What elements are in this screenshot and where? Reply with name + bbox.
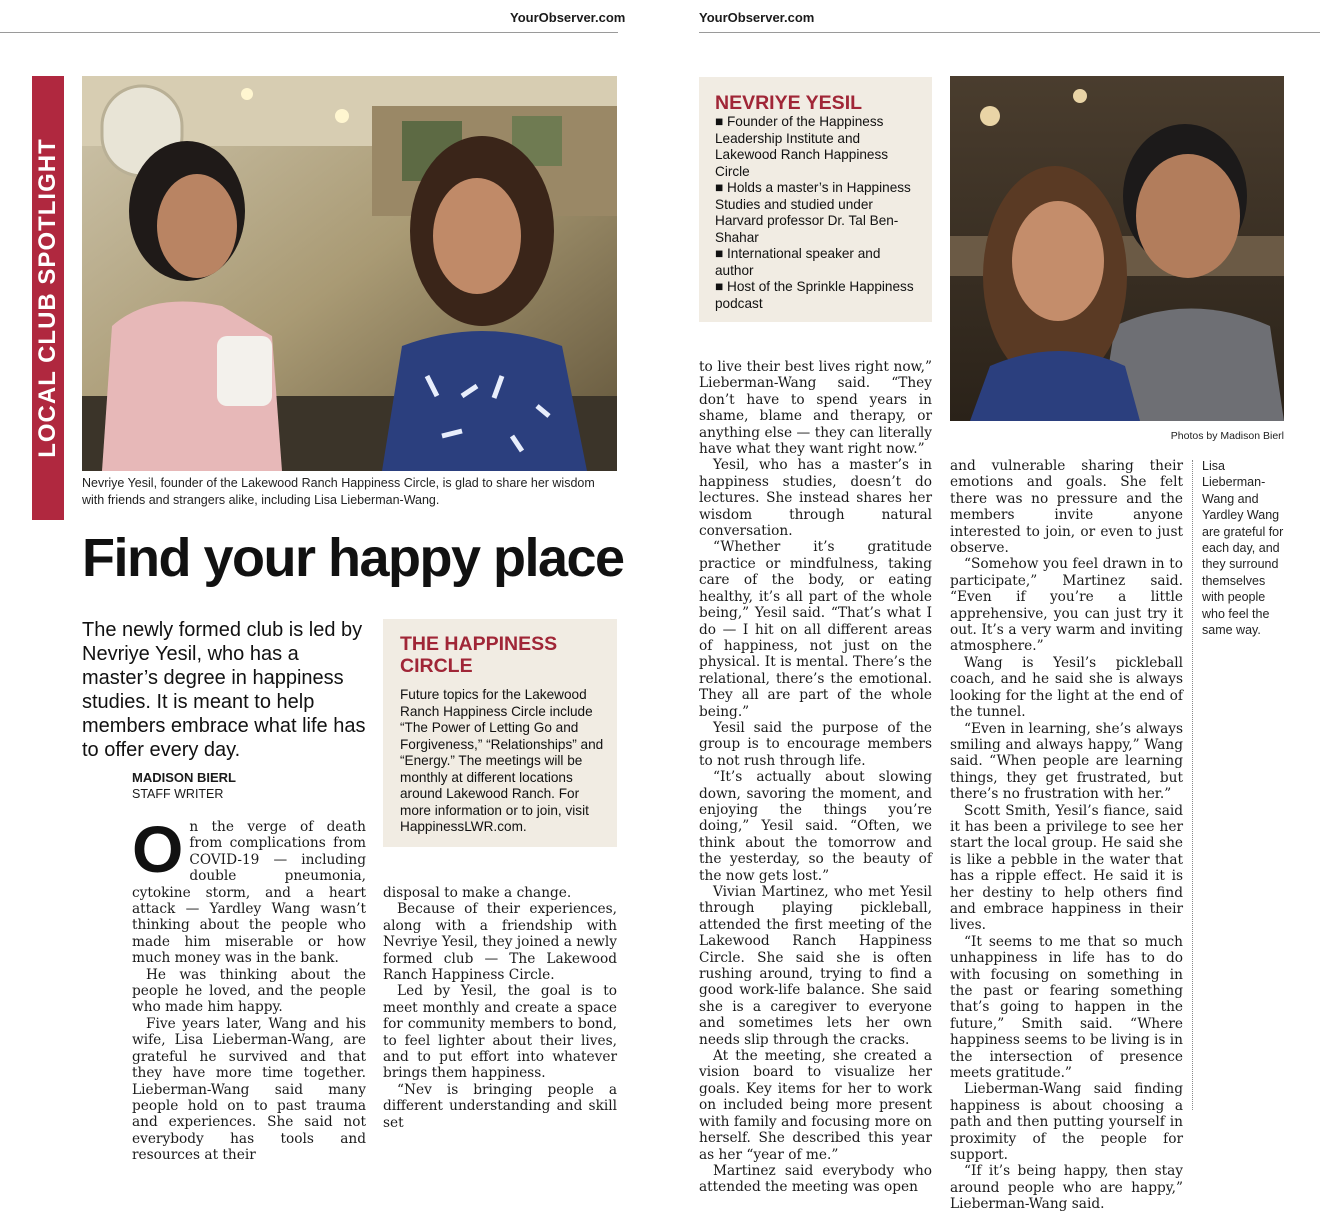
profile-bullet: ■ Host of the Sprinkle Happiness podcast	[715, 279, 914, 311]
header-rule-right	[699, 32, 1320, 33]
profile-bullet: ■ Holds a master’s in Happiness Studies and studied under Harvard professor Dr. Tal Ben-Shahar	[715, 180, 911, 245]
column4-paragraph: “Even in learning, she’s always smiling and always happy,” Wang said. “When people are learning things, they get frustrated, but there’s no frustration with her.”	[950, 720, 1183, 803]
photo1-caption: Nevriye Yesil, founder of the Lakewood Ranch Happiness Circle, is glad to share her wisdom with friends and strangers alike, including Lisa Lieberman-Wang.	[82, 476, 595, 507]
byline-role: STAFF WRITER	[132, 787, 224, 801]
column1-paragraph: Five years later, Wang and his wife, Lisa Lieberman-Wang, are grateful he survived and that they have more time together. Lieberman-Wang said many people hold on to past trauma and experiences. She said not everybody has tools and resources at their	[132, 1015, 366, 1164]
happiness-box-title: THE HAPPINESS CIRCLE	[400, 633, 558, 677]
column1-paragraph: He was thinking about the people he loved, and the people who made him happy.	[132, 966, 366, 1016]
column4-paragraph: “It seems to me that so much unhappiness in life has to do with focusing on something in the past or fearing something that’s going to happen in the future,” Smith said. “Where happiness seems to be living is in the intersection of presence meets gratitude.”	[950, 933, 1183, 1082]
photo-yesil-and-lieberman-wang	[82, 76, 617, 471]
photo2-caption: Lisa Lieberman-Wang and Yardley Wang are grateful for each day, and they surround themselves with people who feel the same way.	[1202, 459, 1284, 638]
column4-paragraph: and vulnerable sharing their emotions and goals. She felt there was no pressure and the members invite anyone interested to join, or even to just observe.	[950, 458, 1183, 557]
profile-bullet-text: International speaker and author	[715, 246, 881, 278]
drop-cap: O	[132, 812, 184, 886]
profile-box	[699, 77, 932, 322]
article-column-2	[383, 885, 617, 1131]
profile-bullet-text: Host of the Sprinkle Happiness podcast	[715, 279, 914, 311]
photo-lieberman-wang-and-wang	[950, 76, 1284, 421]
article-column-4	[950, 458, 1183, 1213]
column4-paragraph: “Somehow you feel drawn in to participate,” Martinez said. “Even if you’re a little apprehensive, you can just try it out. It’s a very warm and inviting atmosphere.”	[950, 556, 1183, 655]
column1-paragraph: n the verge of death from complications from COVID-19 — including double pneumonia, cytokine storm, and a heart attack — Yardley Wang wasn’t thinking about the people who made him miserable or how much money was in the bank.	[132, 819, 366, 967]
site-name-left: YourObserver.com	[510, 10, 626, 25]
article-column-3	[699, 359, 932, 1196]
article-column-1	[132, 812, 366, 1164]
profile-box-bullets	[715, 114, 921, 312]
byline-name: MADISON BIERL	[132, 770, 236, 785]
photo-illustration	[82, 76, 617, 471]
section-tab	[32, 76, 64, 520]
profile-bullet: ■ International speaker and author	[715, 246, 881, 278]
column2-paragraph: “Nev is bringing people a different understanding and skill set	[383, 1081, 617, 1131]
profile-bullet: ■ Founder of the Happiness Leadership Institute and Lakewood Ranch Happiness Circle	[715, 114, 889, 179]
photo-illustration	[950, 76, 1284, 421]
profile-bullet-text: Holds a master’s in Happiness Studies and studied under Harvard professor Dr. Tal Ben-Shahar	[715, 180, 911, 245]
column2-paragraph: Led by Yesil, the goal is to meet monthly and create a space for community members to bond, to feel lighter about their lives, and to put effort into whatever brings them happiness.	[383, 983, 617, 1082]
column4-paragraph: Lieberman-Wang said finding happiness is about choosing a path and then putting yourself in proximity of the people for support.	[950, 1081, 1183, 1164]
column2-paragraph: Because of their experiences, along with a friendship with Nevriye Yesil, they joined a newly formed club — The Lakewood Ranch Happiness Circle.	[383, 901, 617, 984]
column2-paragraph: disposal to make a change.	[383, 885, 572, 901]
profile-bullet-text: Founder of the Happiness Leadership Institute and Lakewood Ranch Happiness Circle	[715, 114, 889, 179]
column3-paragraph: Vivian Martinez, who met Yesil through playing pickleball, attended the first meeting of the Lakewood Ranch Happiness Circle. She said she is often rushing around, trying to find a good work-life balance. She said she is a caregiver to everyone and sometimes lets her own needs slip through the cracks.	[699, 884, 932, 1048]
column4-paragraph: Wang is Yesil’s pickleball coach, and he said she is always looking for the light at the end of the tunnel.	[950, 654, 1183, 721]
column3-paragraph: Yesil said the purpose of the group is to encourage members to not rush through life.	[699, 719, 932, 769]
column3-paragraph: to live their best lives right now,” Lieberman-Wang said. “They don’t have to spend years in shame, blame and therapy, or anything else — they can literally have what they want right now.”	[699, 359, 932, 458]
column3-paragraph: “Whether it’s gratitude practice or mindfulness, taking care of the body, or eating healthy, it’s all part of the whole being,” Yesil said. “That’s what I do — I hit on all different areas of happiness, not just on the physical. It is mental. There’s the relational, there’s the emotional. They all are part of the whole being.”	[699, 539, 932, 720]
happiness-box-body: Future topics for the Lakewood Ranch Happiness Circle include “The Power of Letting Go and Forgiveness,” “Relationships” and “Energy.” The meetings will be monthly at different locations around Lakewood Ranch. For more information or to join, visit HappinessLWR.com.	[400, 687, 604, 834]
article-deck: The newly formed club is led by Nevriye Yesil, who has a master’s degree in happiness studies. It is meant to help members embrace what life has to offer every day.	[82, 619, 366, 761]
column4-paragraph: “If it’s being happy, then stay around people who are happy,” Lieberman-Wang said.	[950, 1163, 1183, 1213]
column3-paragraph: Yesil, who has a master’s in happiness studies, doesn’t do lectures. She instead shares her wisdom through natural conversation.	[699, 457, 932, 540]
column3-paragraph: At the meeting, she created a vision board to visualize her goals. Key items for her to work on included being more present with family and focusing more on herself. She described this year as her “year of me.”	[699, 1048, 932, 1163]
profile-box-title: NEVRIYE YESIL	[715, 92, 863, 114]
header-rule-left	[0, 32, 618, 33]
site-name-right: YourObserver.com	[699, 10, 815, 25]
caption-divider	[1192, 460, 1194, 1110]
photo-credit: Photos by Madison Bierl	[1170, 430, 1284, 442]
column3-paragraph: Martinez said everybody who attended the meeting was open	[699, 1162, 932, 1196]
happiness-circle-box	[383, 619, 617, 847]
headline: Find your happy place	[82, 528, 624, 588]
column4-paragraph: Scott Smith, Yesil’s fiance, said it has been a privilege to see her start the local group. He said she is like a pebble in the water that has a ripple effect. He said it is her destiny to help others find and embrace happiness in their lives.	[950, 802, 1183, 934]
section-tab-label: LOCAL CLUB SPOTLIGHT	[34, 138, 61, 458]
column3-paragraph: “It’s actually about slowing down, savoring the moment, and enjoying the things you’re doing,” Yesil said. “Often, we think about the tomorrow and the yesterday, so the beauty of the now gets lost.”	[699, 769, 932, 884]
